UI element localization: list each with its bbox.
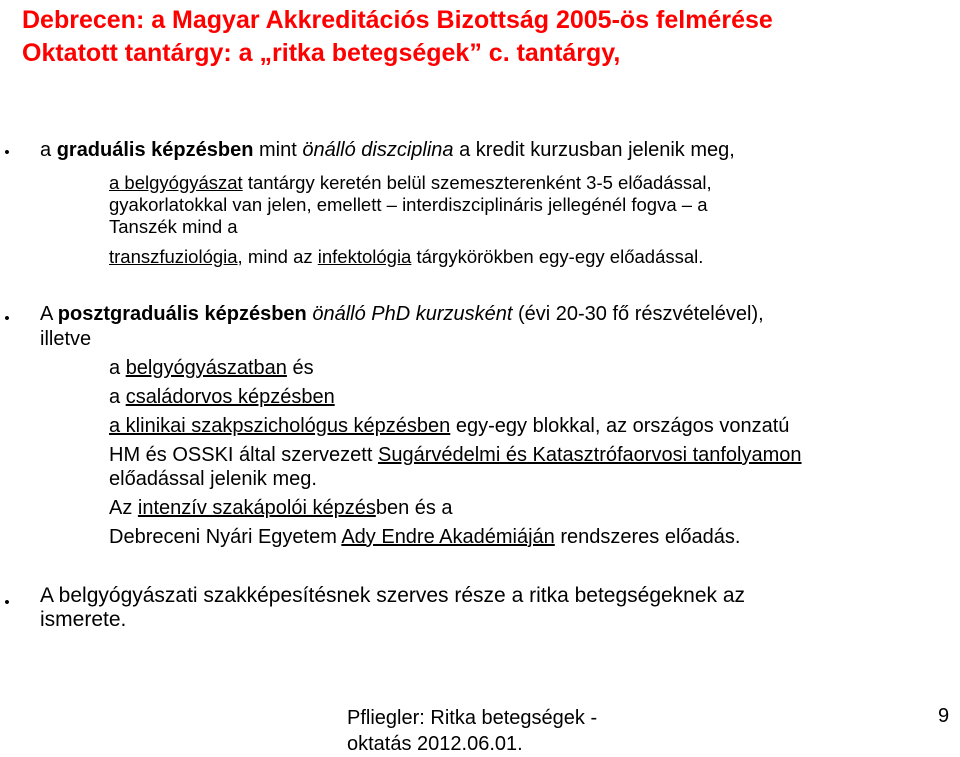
underlined-phrase: Sugárvédelmi és Katasztrófaorvosi tanfolyamon: [377, 444, 802, 466]
sub-line-6: [109, 497, 453, 520]
text-span: a: [109, 386, 126, 408]
page-number: 9: [938, 705, 950, 727]
text-span: és: [286, 357, 314, 379]
underlined-phrase: infektológia: [317, 246, 412, 267]
text-span: , mind az: [237, 246, 318, 267]
underlined-phrase: intenzív szakápolói képzés: [137, 497, 376, 519]
bullet-postgraduate-continuation: illetve: [40, 328, 92, 350]
sub-line-2: gyakorlatokkal van jelen, emellett – interdiszciplináris jellegénél fogva – a: [109, 194, 708, 215]
text-span: ben és a: [375, 497, 453, 519]
text-span: rendszeres előadás.: [554, 526, 741, 548]
text-span: mint: [253, 139, 303, 161]
sub-line-3: Tanszék mind a: [109, 216, 238, 237]
sub-line-1: [109, 357, 314, 380]
bullet-marker: •: [4, 144, 10, 161]
slide-title: [22, 4, 773, 70]
sub-line-7: [109, 526, 740, 549]
title-line-1: Debrecen: a Magyar Akkreditációs Bizottság 2005-ös felmérése: [22, 6, 773, 34]
footer-line-1: Pfliegler: Ritka betegségek -: [347, 707, 598, 729]
text-span: a: [40, 139, 57, 161]
sub-line-4: [109, 444, 802, 467]
title-line-2: Oktatott tantárgy: a „ritka betegségek” c. tantárgy,: [22, 39, 621, 67]
text-span: tantárgy keretén belül szemeszterenként 3-5 előadással,: [242, 172, 712, 193]
text-span: egy-egy blokkal, az országos vonzatú: [450, 415, 790, 437]
italic-phrase: önálló diszciplina: [302, 139, 454, 161]
text-span: A: [40, 303, 58, 325]
bold-phrase: posztgraduális képzésben: [57, 303, 307, 325]
text-span: a kredit kurzusban jelenik meg,: [453, 139, 735, 161]
bullet-postgraduate-text: [40, 303, 764, 326]
sub-line-1: [109, 172, 712, 194]
sub-line-4: [109, 246, 703, 268]
text-span: a: [109, 357, 126, 379]
sub-line-3: [109, 415, 789, 438]
slide-footer: [347, 705, 597, 757]
text-span: tárgykörökben egy-egy előadással.: [411, 246, 704, 267]
bold-phrase: graduális képzésben: [56, 139, 254, 161]
text-span: Debreceni Nyári Egyetem: [109, 526, 342, 548]
footer-line-2: oktatás 2012.06.01.: [347, 733, 523, 755]
underlined-phrase: a belgyógyászat: [109, 172, 243, 193]
text-span: (évi 20-30 fő részvételével),: [512, 303, 764, 325]
underlined-phrase: családorvos képzésben: [125, 386, 335, 408]
sub-line-5: előadással jelenik meg.: [109, 468, 317, 490]
text-span: HM és OSSKI által szervezett: [109, 444, 378, 466]
bullet-marker: •: [4, 594, 10, 611]
sub-line-2: [109, 386, 335, 409]
italic-phrase: önálló PhD kurzusként: [312, 303, 513, 325]
underlined-phrase: a klinikai szakpszichológus képzésben: [109, 415, 451, 437]
bullet-specialist-line-1: A belgyógyászati szakképesítésnek szerves része a ritka betegségeknek az: [40, 584, 746, 607]
underlined-phrase: transzfuziológia: [109, 246, 238, 267]
underlined-phrase: Ady Endre Akadémiáján: [341, 526, 555, 548]
bullet-specialist-line-2: ismerete.: [40, 608, 127, 631]
underlined-phrase: belgyógyászatban: [125, 357, 287, 379]
bullet-marker: •: [4, 310, 10, 327]
text-span: Az: [109, 497, 138, 519]
bullet-graduate-text: [40, 139, 735, 162]
